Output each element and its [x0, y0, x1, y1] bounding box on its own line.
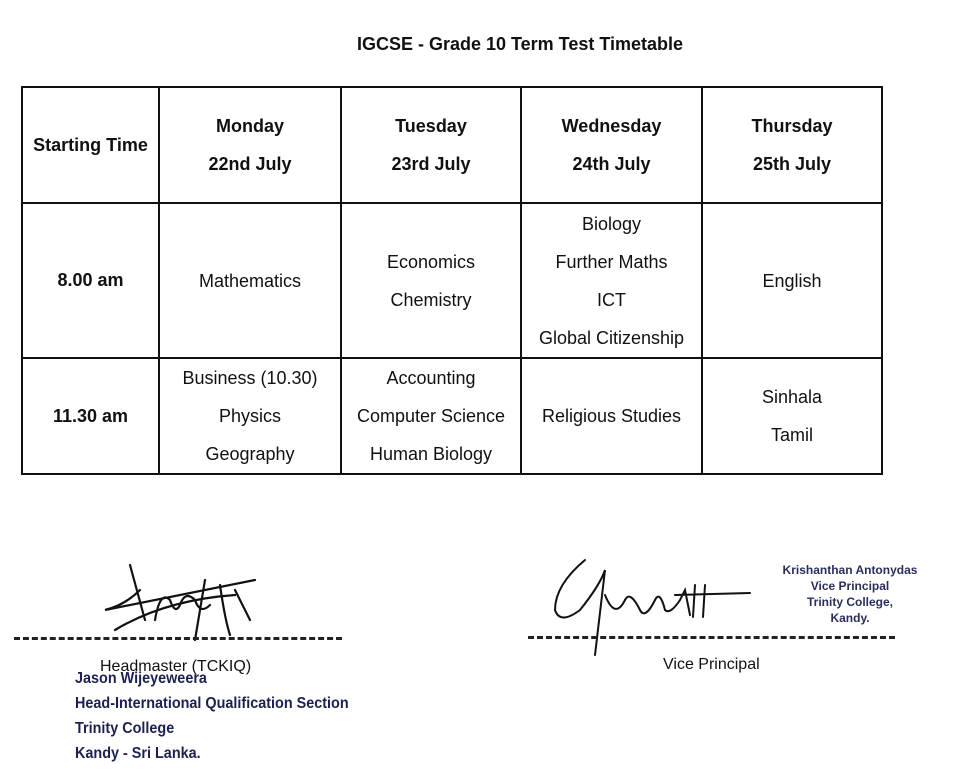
- day-name: Wednesday: [561, 116, 662, 136]
- day-header-thursday: [702, 87, 882, 203]
- headmaster-stamp: Jason Wijeyeweera Head-International Qualification Section Trinity College Kandy - Sri Lanka.: [75, 670, 349, 762]
- session-row-morning: [22, 203, 882, 358]
- subject: Physics: [218, 406, 281, 426]
- timetable: [21, 86, 883, 475]
- headmaster-label: Headmaster (TCKIQ): [100, 658, 252, 675]
- day-header-tuesday: [341, 87, 521, 203]
- page-title: IGCSE - Grade 10 Term Test Timetable: [356, 34, 684, 54]
- day-name: Monday: [215, 116, 284, 136]
- session-row-midday: [22, 358, 882, 474]
- day-header-monday: [159, 87, 341, 203]
- subject: Accounting: [386, 368, 476, 388]
- vice-principal-signature: [545, 555, 760, 665]
- subject: Mathematics: [198, 270, 302, 291]
- subject: Economics: [386, 251, 476, 272]
- day-name: Tuesday: [395, 116, 467, 136]
- headmaster-signature: [85, 560, 265, 645]
- exam-cell: [159, 358, 341, 474]
- vice-principal-stamp: Krishanthan Antonydas Vice Principal Trinity College, Kandy.: [782, 563, 918, 625]
- header-row: [22, 87, 882, 203]
- subject: Tamil: [770, 425, 813, 445]
- day-date: 22nd July: [208, 154, 292, 174]
- subject: Sinhala: [761, 387, 823, 407]
- exam-cell: [521, 358, 702, 474]
- day-date: 24th July: [572, 154, 651, 174]
- subject: Religious Studies: [541, 406, 682, 426]
- exam-cell: [341, 203, 521, 358]
- subject: Biology: [581, 213, 642, 234]
- exam-cell: [521, 203, 702, 358]
- headmaster-signature-line: [14, 637, 342, 640]
- subject: Chemistry: [390, 289, 472, 310]
- vice-principal-label: Vice Principal: [663, 656, 760, 673]
- exam-cell: [341, 358, 521, 474]
- starting-time-header: Starting Time: [22, 87, 159, 203]
- session-time: 11.30 am: [22, 358, 159, 474]
- day-header-wednesday: [521, 87, 702, 203]
- day-date: 23rd July: [391, 154, 471, 174]
- subject: Further Maths: [555, 251, 668, 272]
- subject: Geography: [205, 444, 295, 464]
- vice-principal-signature-line: [528, 636, 895, 639]
- subject: Global Citizenship: [538, 327, 685, 348]
- subject: Human Biology: [369, 444, 493, 464]
- subject: ICT: [597, 289, 626, 310]
- exam-cell: [702, 358, 882, 474]
- exam-cell: [159, 203, 341, 358]
- day-date: 25th July: [752, 154, 832, 174]
- exam-cell: [702, 203, 882, 358]
- subject: English: [762, 270, 822, 291]
- subject: Computer Science: [356, 406, 506, 426]
- day-name: Thursday: [751, 116, 833, 136]
- subject: Business (10.30): [182, 368, 318, 388]
- session-time: 8.00 am: [22, 203, 159, 358]
